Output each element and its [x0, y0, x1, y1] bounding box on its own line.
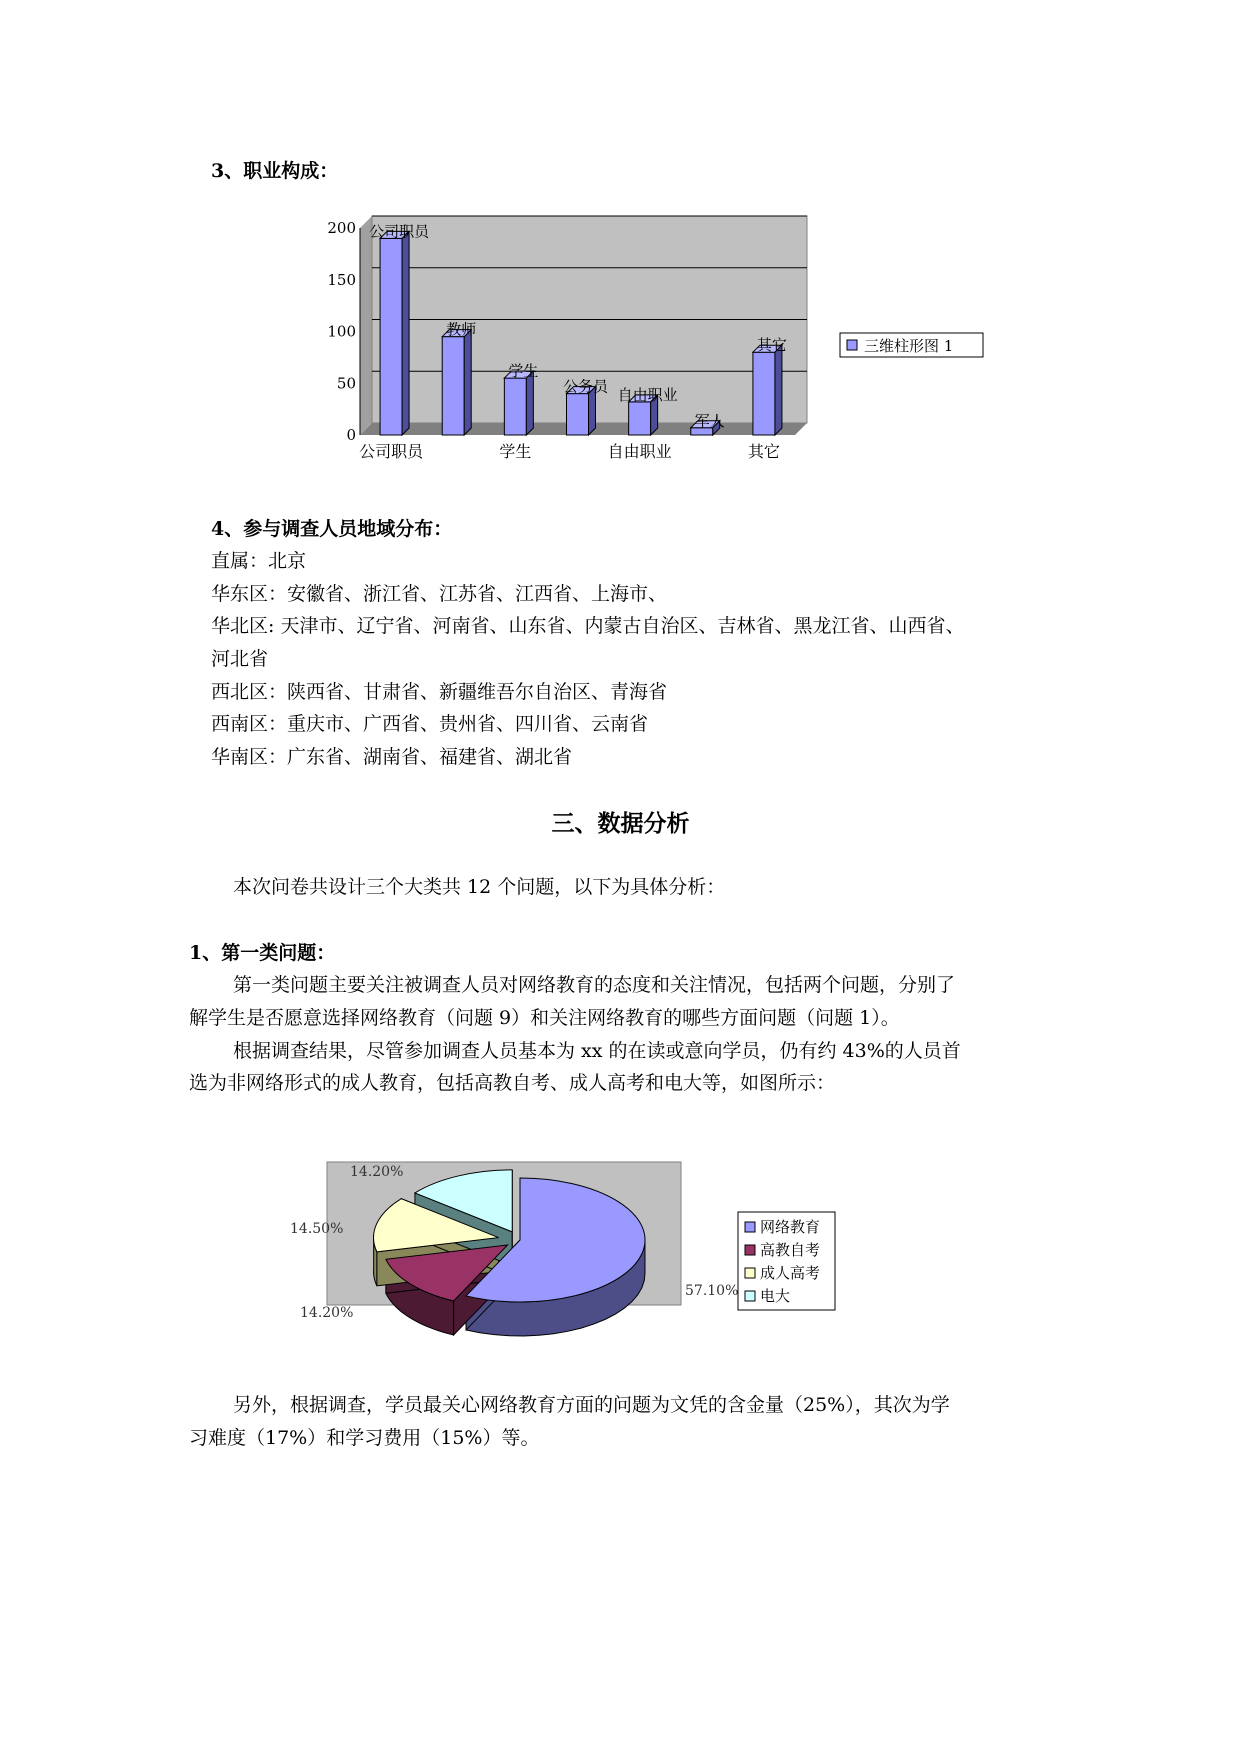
region-line: 西北区：陕西省、甘肃省、新疆维吾尔自治区、青海省 [211, 681, 668, 703]
bar [629, 402, 651, 435]
bar-data-label: 学生 [508, 362, 539, 381]
legend-swatch [745, 1245, 755, 1255]
bar-data-label: 教师 [446, 320, 477, 339]
region-line: 华南区：广东省、湖南省、福建省、湖北省 [211, 746, 573, 768]
q1-paragraph-line: 第一类问题主要关注被调查人员对网络教育的态度和关注情况，包括两个问题，分别了 [233, 974, 956, 996]
bar [442, 337, 464, 435]
occupation-bar-chart [327, 219, 990, 470]
q1-heading: 1、第一类问题： [189, 942, 336, 964]
bar-side [402, 231, 409, 435]
bar-side [464, 330, 471, 435]
legend-label: 高教自考 [760, 1241, 821, 1259]
legend-label: 网络教育 [760, 1218, 821, 1236]
bar [753, 352, 775, 435]
bar-data-label: 自由职业 [617, 385, 678, 404]
bar [504, 378, 526, 435]
section-heading-region: 4、参与调查人员地域分布： [211, 518, 453, 540]
region-line: 西南区：重庆市、广西省、贵州省、四川省、云南省 [211, 713, 649, 735]
legend-label: 电大 [760, 1287, 791, 1305]
region-line: 直属：北京 [211, 550, 307, 572]
region-line: 河北省 [211, 648, 269, 670]
bar-side [775, 345, 782, 435]
x-tick-label: 其它 [747, 442, 780, 461]
q1-paragraph-line: 根据调查结果，尽管参加调查人员基本为 xx 的在读或意向学员，仍有约 43%的人员首 [233, 1040, 961, 1062]
pie-data-label: 14.50% [290, 1221, 344, 1237]
q1-paragraph-line: 解学生是否愿意选择网络教育（问题 9）和关注网络教育的哪些方面问题（问题 1）。 [189, 1007, 900, 1029]
plot-side-wall [360, 216, 372, 435]
pie-data-label: 57.10% [685, 1283, 739, 1299]
section-heading-occupation: 3、职业构成： [211, 160, 339, 182]
bar-data-label: 公务员 [562, 377, 609, 396]
x-tick-label: 自由职业 [607, 442, 672, 461]
legend-swatch [847, 340, 857, 350]
legend-swatch [745, 1291, 755, 1301]
y-tick-label: 0 [346, 426, 356, 444]
education-pie-chart [260, 1150, 940, 1335]
legend-label: 成人高考 [760, 1264, 821, 1282]
q1-paragraph-line: 选为非网络形式的成人教育，包括高教自考、成人高考和电大等，如图所示： [189, 1072, 836, 1094]
y-tick-label: 150 [327, 270, 356, 289]
bar-side [526, 371, 533, 435]
y-tick-label: 200 [327, 219, 356, 237]
analysis-intro: 本次问卷共设计三个大类共 12 个问题，以下为具体分析： [233, 876, 726, 898]
pie-data-label: 14.20% [300, 1305, 354, 1321]
x-tick-label: 公司职员 [359, 442, 424, 461]
legend-swatch [745, 1222, 755, 1232]
region-line: 华东区：安徽省、浙江省、江苏省、江西省、上海市、 [211, 583, 668, 605]
y-tick-label: 100 [327, 322, 356, 341]
bar-data-label: 军人 [694, 411, 725, 430]
legend-label: 三维柱形图 1 [864, 337, 954, 355]
bar-data-label: 其它 [756, 336, 787, 355]
pie-data-label: 14.20% [350, 1164, 404, 1180]
section-title-analysis: 三、数据分析 [551, 810, 690, 837]
bar [567, 394, 589, 435]
bar-data-label: 公司职员 [369, 222, 430, 241]
legend-swatch [745, 1268, 755, 1278]
region-line: 华北区: 天津市、辽宁省、河南省、山东省、内蒙古自治区、吉林省、黑龙江省、山西省、 [211, 615, 965, 637]
after-chart-paragraph-line: 另外，根据调查，学员最关心网络教育方面的问题为文凭的含金量（25%），其次为学 [233, 1394, 950, 1416]
bar [380, 238, 402, 435]
x-tick-label: 学生 [499, 442, 532, 461]
y-tick-label: 50 [336, 374, 356, 393]
after-chart-paragraph-line: 习难度（17%）和学习费用（15%）等。 [189, 1427, 540, 1449]
